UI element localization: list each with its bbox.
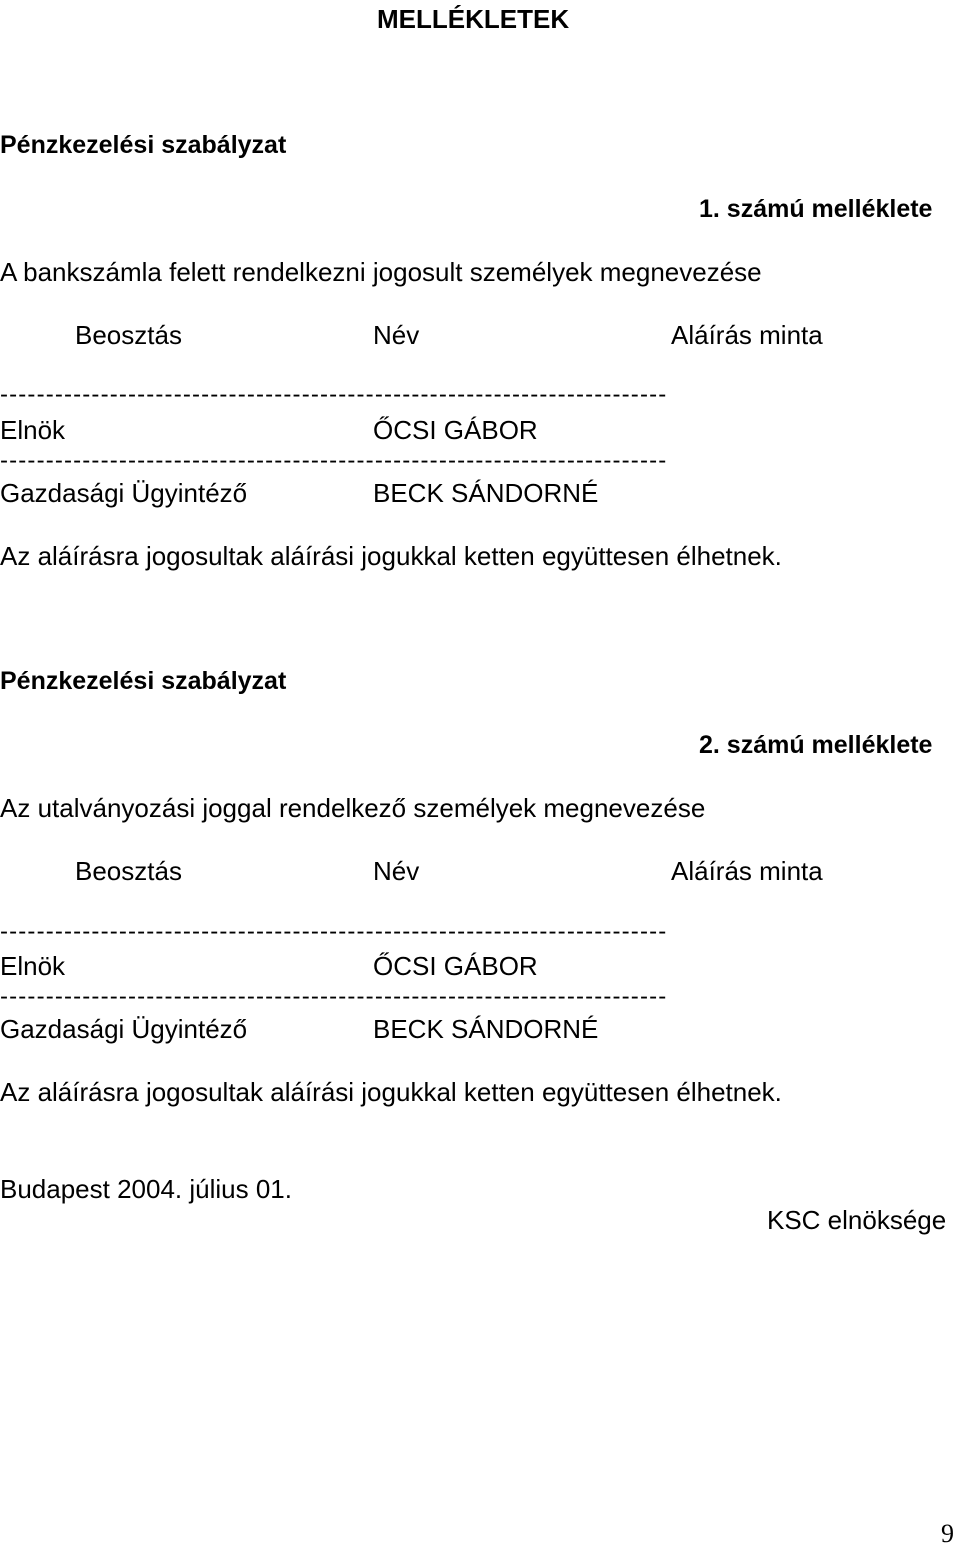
row-position: Elnök	[0, 951, 66, 981]
section-subtitle: A bankszámla felett rendelkezni jogosult személyek megnevezése	[0, 257, 762, 287]
signatory: KSC elnöksége	[767, 1205, 947, 1235]
annex-label: 2. számú melléklete	[699, 731, 933, 759]
row-name: BECK SÁNDORNÉ	[373, 1014, 599, 1044]
dashed-separator: -------------------------------------------------------------------------	[0, 383, 668, 407]
signing-note: Az aláírásra jogosultak aláírási jogukkal ketten együttesen élhetnek.	[0, 1077, 782, 1107]
dashed-separator: -------------------------------------------------------------------------	[0, 449, 668, 473]
row-position: Elnök	[0, 415, 66, 445]
section-heading: Pénzkezelési szabályzat	[0, 131, 287, 159]
column-header-position: Beosztás	[75, 856, 182, 886]
row-name: ŐCSI GÁBOR	[373, 951, 538, 981]
dashed-separator: -------------------------------------------------------------------------	[0, 985, 668, 1009]
page-number: 9	[941, 1519, 954, 1548]
column-header-signature: Aláírás minta	[671, 320, 823, 350]
section-subtitle: Az utalványozási joggal rendelkező személyek megnevezése	[0, 793, 706, 823]
dashed-separator: -------------------------------------------------------------------------	[0, 920, 668, 944]
signing-note: Az aláírásra jogosultak aláírási jogukkal ketten együttesen élhetnek.	[0, 541, 782, 571]
column-header-signature: Aláírás minta	[671, 856, 823, 886]
column-header-name: Név	[373, 320, 420, 350]
place-date: Budapest 2004. július 01.	[0, 1174, 292, 1204]
row-name: ŐCSI GÁBOR	[373, 415, 538, 445]
row-name: BECK SÁNDORNÉ	[373, 478, 599, 508]
annex-label: 1. számú melléklete	[699, 195, 933, 223]
row-position: Gazdasági Ügyintéző	[0, 478, 248, 508]
row-position: Gazdasági Ügyintéző	[0, 1014, 248, 1044]
page-title: MELLÉKLETEK	[377, 4, 570, 34]
column-header-position: Beosztás	[75, 320, 182, 350]
column-header-name: Név	[373, 856, 420, 886]
section-heading: Pénzkezelési szabályzat	[0, 667, 287, 695]
